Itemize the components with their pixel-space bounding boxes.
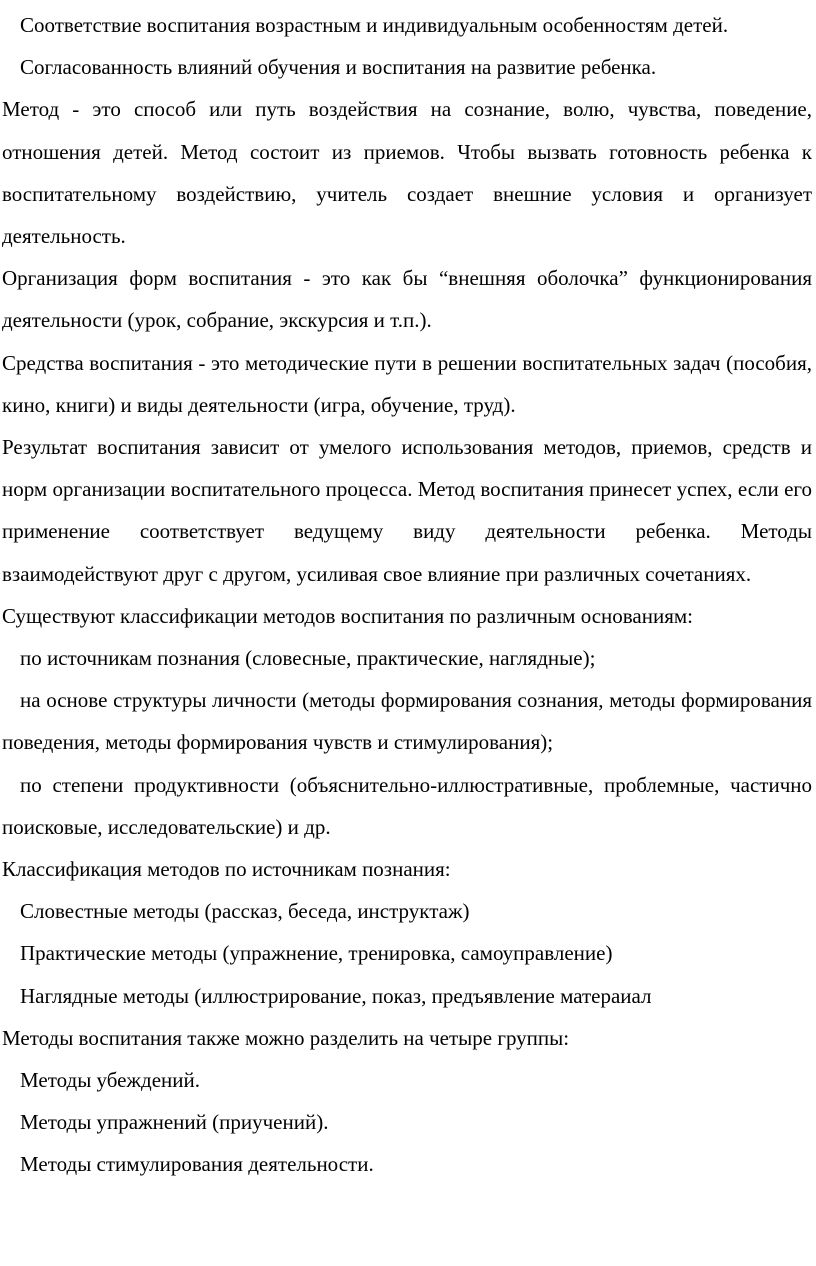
list-item-by-productivity: по степени продуктивности (объяснительно-иллюстративные, проблемные, частично поисковые, исследовательские) и др.	[2, 772, 812, 839]
list-item-visual-methods: Наглядные методы (иллюстрирование, показ, предъявление матераиал	[20, 983, 652, 1008]
paragraph-means-definition: Средства воспитания - это методические пути в решении воспитательных задач (пособия, кино, книги) и виды деятельности (игра, обучение, труд).	[2, 350, 812, 417]
list-item-stimulation-methods: Методы стимулирования деятельности.	[20, 1152, 374, 1177]
paragraph-classifications-intro: Существуют классификации методов воспитания по различным основаниям:	[2, 603, 693, 628]
paragraph-principle-coordination: Согласованность влияний обучения и воспитания на развитие ребенка.	[20, 55, 657, 80]
list-item-by-personality-structure: на основе структуры личности (методы формирования сознания, методы формирования поведения, методы формирования чувств и стимулирования);	[2, 688, 812, 755]
list-item-practical-methods: Практические методы (упражнение, тренировка, самоуправление)	[20, 941, 613, 966]
paragraph-method-definition: Метод - это способ или путь воздействия на сознание, волю, чувства, поведение, отношения детей. Метод состоит из приемов. Чтобы вызвать готовность ребенка к воспитательному воздействию, учитель создает внешние условия и организует деятельность.	[2, 97, 812, 249]
list-item-verbal-methods: Словестные методы (рассказ, беседа, инструктаж)	[20, 899, 470, 924]
list-item-exercise-methods: Методы упражнений (приучений).	[20, 1110, 329, 1135]
paragraph-forms-definition: Организация форм воспитания - это как бы “внешняя оболочка” функционирования деятельности (урок, собрание, экскурсия и т.п.).	[2, 266, 812, 333]
paragraph-result-dependence: Результат воспитания зависит от умелого использования методов, приемов, средств и норм организации воспитательного процесса. Метод воспитания принесет успех, если его применение соответствует ведущему виду деятельности ребенка. Методы взаимодействуют друг с другом, усиливая свое влияние при различных сочетаниях.	[2, 435, 812, 586]
paragraph-sources-classification-heading: Классификация методов по источникам познания:	[2, 857, 451, 882]
list-item-by-sources: по источникам познания (словесные, практические, наглядные);	[20, 646, 596, 671]
paragraph-principle-age-correspondence: Соответствие воспитания возрастным и индивидуальным особенностям детей.	[20, 13, 729, 37]
paragraph-four-groups-heading: Методы воспитания также можно разделить на четыре группы:	[2, 1025, 570, 1050]
list-item-persuasion-methods: Методы убеждений.	[20, 1068, 200, 1093]
